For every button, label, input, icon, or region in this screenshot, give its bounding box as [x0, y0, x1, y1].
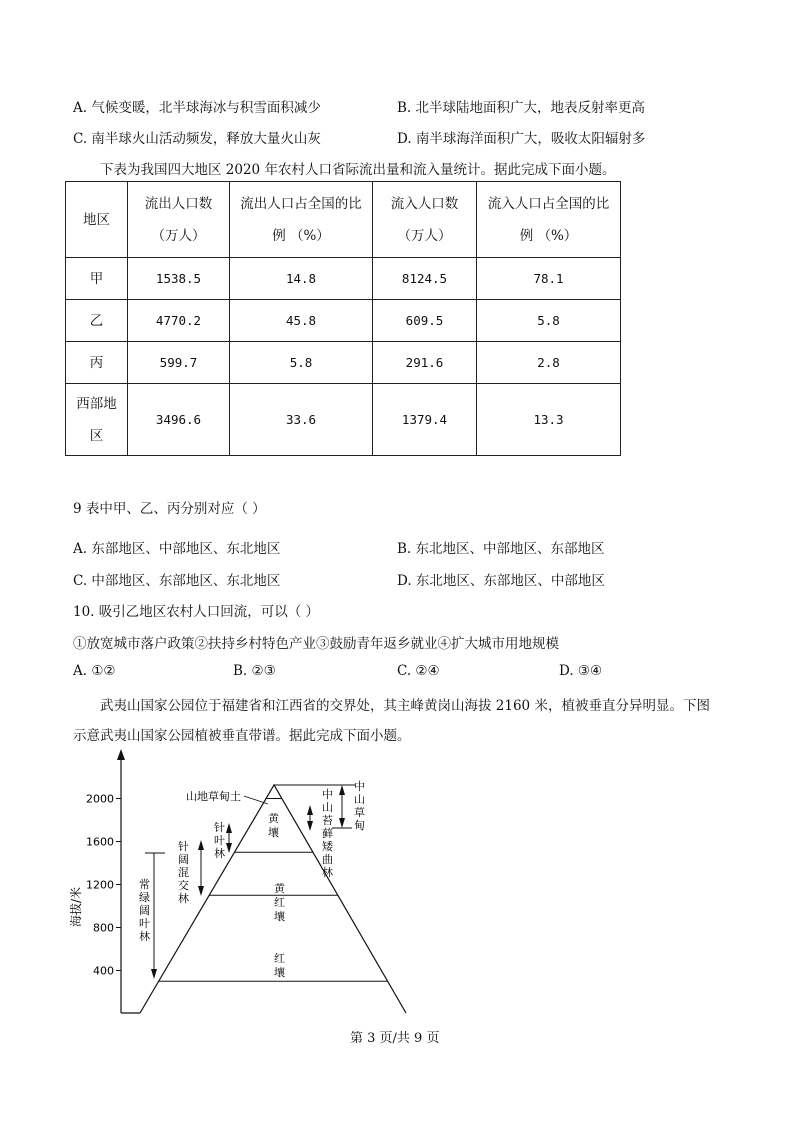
cell-value: 599.7 — [128, 342, 230, 384]
vegetation-zonation-diagram — [60, 748, 460, 1020]
q8-option-b[interactable]: B. 北半球陆地面积广大，地表反射率更高 — [397, 100, 646, 116]
header-region: 地区 — [66, 182, 128, 258]
cell-region: 乙 — [66, 300, 128, 342]
arrow-up-icon — [307, 805, 313, 815]
svg-text:针: 针 — [178, 840, 189, 853]
q8-option-c[interactable]: C. 南半球火山活动频发，释放大量火山灰 — [73, 131, 321, 147]
cell-value: 1379.4 — [373, 384, 477, 456]
svg-text:曲: 曲 — [322, 853, 333, 866]
q10-options-row — [73, 663, 733, 683]
q9-option-d[interactable]: D. 东北地区、东部地区、中部地区 — [397, 573, 605, 589]
cell-value: 13.3 — [477, 384, 621, 456]
arrow-down-icon — [226, 843, 232, 853]
q8-options-row-2 — [73, 127, 733, 147]
table-row — [66, 342, 621, 384]
soil-label-yellowred-2: 红 — [274, 896, 285, 909]
y-tick-label: 2000 — [86, 792, 114, 806]
y-axis-ticks — [86, 793, 121, 978]
y-axis-arrow-icon — [117, 749, 125, 760]
q9-options-row-1 — [73, 537, 733, 557]
arrow-down-icon — [151, 969, 157, 979]
label-conifer-forest — [214, 820, 225, 860]
cell-value: 14.8 — [230, 258, 373, 300]
svg-text:林: 林 — [214, 847, 225, 860]
q10-option-d[interactable]: D. ③④ — [559, 663, 603, 679]
svg-text:山: 山 — [354, 793, 365, 806]
svg-text:矮: 矮 — [322, 840, 333, 853]
cell-region: 西部地 区 — [66, 384, 128, 456]
mountain-intro-line-1: 武夷山国家公园位于福建省和江西省的交界处，其主峰黄岗山海拔 2160 米，植被垂直分异明显。下图 — [100, 698, 710, 714]
svg-text:绿: 绿 — [139, 891, 150, 904]
cell-value: 33.6 — [230, 384, 373, 456]
q9-option-c[interactable]: C. 中部地区、东部地区、东北地区 — [73, 573, 281, 589]
y-axis-label: 海拔/米 — [69, 886, 83, 928]
svg-text:交: 交 — [178, 879, 189, 892]
svg-text:林: 林 — [322, 866, 333, 879]
label-mixed-forest — [178, 839, 189, 905]
cell-value: 8124.5 — [373, 258, 477, 300]
arrow-up-icon — [339, 785, 345, 795]
q9-stem: 9 表中甲、乙、丙分别对应（ ） — [73, 501, 266, 517]
label-evergreen-forest — [139, 877, 150, 943]
cell-value: 2.8 — [477, 342, 621, 384]
page-footer: 第 3 页/共 9 页 — [350, 1031, 440, 1046]
cell-value: 78.1 — [477, 258, 621, 300]
arrow-up-icon — [198, 840, 204, 850]
soil-label-red-1: 红 — [274, 952, 285, 965]
svg-text:藓: 藓 — [322, 827, 333, 840]
y-tick-label: 1600 — [86, 835, 114, 849]
cell-value: 609.5 — [373, 300, 477, 342]
y-tick-label: 400 — [93, 964, 114, 978]
q10-option-b[interactable]: B. ②③ — [233, 663, 276, 679]
arrow-up-icon — [226, 823, 232, 833]
svg-text:叶: 叶 — [214, 834, 225, 847]
svg-text:常: 常 — [139, 878, 150, 891]
svg-text:中: 中 — [322, 788, 333, 801]
cell-value: 4770.2 — [128, 300, 230, 342]
mountain-intro-line-2: 示意武夷山国家公园植被垂直带谱。据此完成下面小题。 — [73, 728, 411, 744]
q8-options-row-1 — [73, 96, 733, 116]
cell-value: 5.8 — [477, 300, 621, 342]
q10-option-c[interactable]: C. ②④ — [397, 663, 440, 679]
cell-value: 291.6 — [373, 342, 477, 384]
q9-option-b[interactable]: B. 东北地区、中部地区、东部地区 — [397, 541, 605, 557]
table-row — [66, 258, 621, 300]
soil-label-meadow: 山地草甸土 — [186, 790, 241, 803]
label-montane-meadow — [354, 779, 365, 832]
table-row — [66, 300, 621, 342]
cell-region: 丙 — [66, 342, 128, 384]
header-outflow-share: 流出人口占全国的比 例 （%） — [230, 182, 373, 258]
q9-option-a[interactable]: A. 东部地区、中部地区、东北地区 — [73, 541, 281, 557]
label-moss-dwarf-forest — [322, 787, 334, 879]
svg-text:中: 中 — [354, 780, 365, 793]
arrow-down-icon — [339, 818, 345, 828]
header-inflow: 流入人口数 （万人） — [373, 182, 477, 258]
arrow-down-icon — [307, 821, 313, 831]
svg-text:苔: 苔 — [322, 814, 333, 827]
svg-text:甸: 甸 — [354, 819, 365, 832]
soil-label-yellow-1: 黄 — [268, 812, 279, 825]
cell-value: 5.8 — [230, 342, 373, 384]
y-tick-label: 800 — [93, 921, 114, 935]
soil-label-yellowred-3: 壤 — [274, 910, 285, 923]
svg-text:山: 山 — [322, 801, 333, 814]
svg-text:阔: 阔 — [139, 904, 150, 917]
soil-label-red-2: 壤 — [274, 966, 285, 979]
svg-text:草: 草 — [354, 806, 365, 819]
svg-text:阔: 阔 — [178, 853, 189, 866]
q8-option-a[interactable]: A. 气候变暖，北半球海冰与积雪面积减少 — [73, 100, 321, 116]
header-outflow: 流出人口数 （万人） — [128, 182, 230, 258]
q9-options-row-2 — [73, 569, 733, 589]
q10-option-a[interactable]: A. ①② — [73, 663, 116, 679]
svg-text:针: 针 — [214, 821, 225, 834]
cell-region: 甲 — [66, 258, 128, 300]
table-header-row — [66, 182, 621, 258]
svg-text:混: 混 — [178, 866, 189, 879]
cell-value: 45.8 — [230, 300, 373, 342]
y-tick-label: 1200 — [86, 878, 114, 892]
cell-value: 3496.6 — [128, 384, 230, 456]
table-row — [66, 384, 621, 456]
header-inflow-share: 流入人口占全国的比 例 （%） — [477, 182, 621, 258]
population-table — [65, 181, 621, 456]
arrow-down-icon — [198, 886, 204, 896]
soil-label-yellowred-1: 黄 — [274, 882, 285, 895]
cell-value: 1538.5 — [128, 258, 230, 300]
table-intro: 下表为我国四大地区 2020 年农村人口省际流出量和流入量统计。据此完成下面小题。 — [100, 162, 616, 178]
soil-label-leader — [244, 796, 268, 804]
svg-text:林: 林 — [139, 930, 150, 943]
soil-label-yellow-2: 壤 — [268, 826, 279, 839]
q10-items: ①放宽城市落户政策②扶持乡村特色产业③鼓励青年返乡就业④扩大城市用地规模 — [73, 636, 559, 652]
svg-text:林: 林 — [178, 892, 189, 905]
svg-text:叶: 叶 — [139, 917, 150, 930]
q8-option-d[interactable]: D. 南半球海洋面积广大，吸收太阳辐射多 — [397, 131, 646, 147]
q10-stem: 10. 吸引乙地区农村人口回流，可以（ ） — [73, 604, 320, 620]
